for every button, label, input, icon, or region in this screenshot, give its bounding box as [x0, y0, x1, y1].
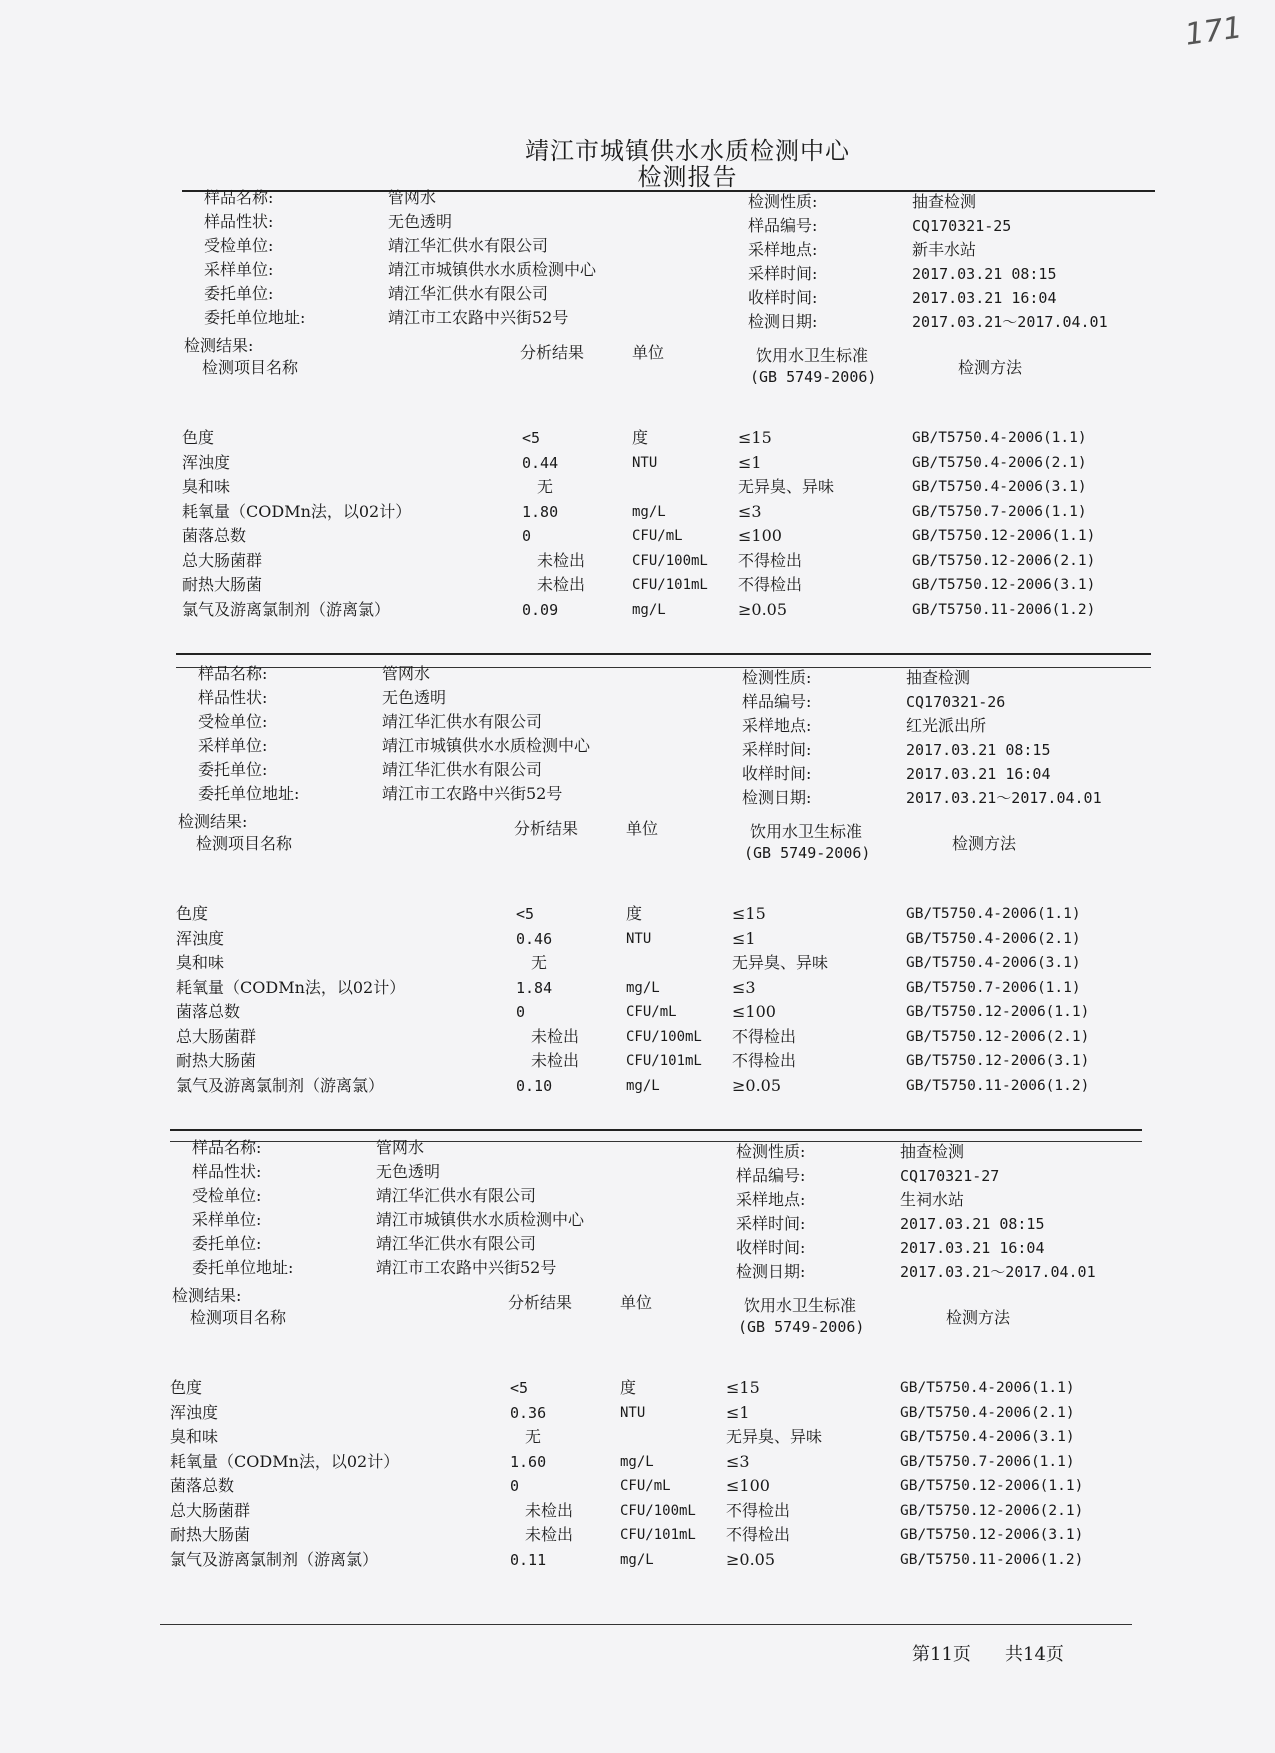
sample-block: [182, 188, 1162, 648]
sample-block: [170, 1138, 1150, 1598]
item-unit: NTU: [632, 454, 658, 471]
results-label: 检测结果:: [172, 1286, 242, 1305]
table-row: [170, 1548, 1150, 1572]
sample-appearance-value: 无色透明: [388, 212, 453, 231]
sampling-time-label: 采样时间:: [736, 1214, 806, 1233]
item-name: 菌落总数: [182, 526, 247, 545]
sampling-unit-label: 采样单位:: [192, 1210, 262, 1229]
table-row: [182, 426, 1162, 450]
item-result: 0: [516, 1003, 526, 1021]
entrusting-address-label: 委托单位地址:: [204, 308, 306, 327]
entrusting-unit-label: 委托单位:: [198, 760, 268, 779]
item-result: <5: [510, 1379, 529, 1397]
bottom-rule: [160, 1624, 1132, 1625]
sampling-unit-value: 靖江市城镇供水水质检测中心: [382, 736, 591, 755]
item-result: 0.10: [516, 1076, 553, 1095]
test-date-value: 2017.03.21～2017.04.01: [906, 789, 1102, 807]
item-unit: mg/L: [620, 1551, 654, 1568]
entrusting-unit-value: 靖江华汇供水有限公司: [388, 284, 549, 303]
item-method: GB/T5750.11-2006(1.2): [912, 601, 1096, 618]
page-number: 第11页: [912, 1644, 971, 1665]
item-standard: ≤3: [726, 1451, 750, 1471]
item-name: 总大肠菌群: [176, 1026, 257, 1046]
item-method: GB/T5750.12-2006(2.1): [900, 1502, 1084, 1519]
table-row: [176, 976, 1156, 1000]
item-name: 浑浊度: [182, 452, 231, 472]
table-row: [182, 500, 1162, 524]
item-method: GB/T5750.12-2006(1.1): [900, 1478, 1084, 1494]
item-unit: mg/L: [632, 503, 666, 520]
item-name: 浑浊度: [170, 1402, 219, 1422]
table-row: [170, 1474, 1150, 1498]
sampling-unit-value: 靖江市城镇供水水质检测中心: [376, 1210, 585, 1229]
item-result: 1.60: [510, 1452, 547, 1471]
header-item: 检测项目名称: [196, 834, 293, 853]
item-name: 氯气及游离氯制剂（游离氯）: [170, 1549, 379, 1569]
item-method: GB/T5750.4-2006(3.1): [906, 955, 1081, 971]
item-name: 菌落总数: [176, 1002, 241, 1021]
table-row: [182, 598, 1162, 622]
header-standard: 饮用水卫生标准: [744, 1296, 857, 1315]
sampling-site-value: 新丰水站: [912, 240, 977, 259]
sample-name-label: 样品名称:: [198, 664, 268, 683]
item-method: GB/T5750.12-2006(1.1): [912, 528, 1096, 544]
sample-number-label: 样品编号:: [742, 692, 812, 711]
receiving-time-value: 2017.03.21 16:04: [912, 289, 1057, 307]
sample-block: [176, 664, 1156, 1124]
item-unit: mg/L: [620, 1453, 654, 1470]
table-row: [182, 573, 1162, 597]
item-standard: 不得检出: [726, 1525, 791, 1544]
item-name: 臭和味: [182, 477, 231, 496]
item-name: 色度: [170, 1378, 203, 1397]
item-standard: ≤3: [738, 501, 762, 521]
header-result: 分析结果: [514, 819, 579, 838]
entrusting-address-value: 靖江市工农路中兴街52号: [388, 308, 569, 327]
item-standard: 不得检出: [726, 1500, 791, 1520]
table-row: [182, 475, 1162, 499]
sampling-time-label: 采样时间:: [742, 740, 812, 759]
table-row: [170, 1450, 1150, 1474]
item-unit: NTU: [626, 930, 652, 947]
header-unit: 单位: [626, 819, 659, 838]
sampling-site-value: 生祠水站: [900, 1190, 965, 1209]
sample-number-label: 样品编号:: [736, 1166, 806, 1185]
item-result: 0: [510, 1477, 520, 1495]
item-standard: ≤1: [732, 928, 756, 948]
table-row: [176, 927, 1156, 951]
item-result: 无: [531, 953, 548, 972]
item-unit: CFU/mL: [620, 1478, 671, 1494]
sample-name-value: 管网水: [376, 1138, 425, 1157]
item-standard: ≥0.05: [738, 599, 788, 619]
entrusting-address-value: 靖江市工农路中兴街52号: [382, 784, 563, 803]
header-item: 检测项目名称: [202, 358, 299, 377]
item-standard: 不得检出: [738, 550, 803, 570]
item-method: GB/T5750.4-2006(1.1): [906, 906, 1081, 922]
item-name: 色度: [176, 904, 209, 923]
table-row: [170, 1376, 1150, 1400]
sample-appearance-value: 无色透明: [382, 688, 447, 707]
sampling-unit-value: 靖江市城镇供水水质检测中心: [388, 260, 597, 279]
sampling-site-label: 采样地点:: [748, 240, 818, 259]
table-row: [176, 1000, 1156, 1024]
entrusting-unit-label: 委托单位:: [204, 284, 274, 303]
item-method: GB/T5750.12-2006(3.1): [900, 1527, 1084, 1543]
entrusting-unit-label: 委托单位:: [192, 1234, 262, 1253]
header-unit: 单位: [632, 343, 665, 362]
table-row: [176, 1049, 1156, 1073]
entrusting-unit-value: 靖江华汇供水有限公司: [376, 1234, 537, 1253]
item-name: 耗氧量（CODMn法，以02计）: [176, 977, 406, 997]
table-row: [176, 902, 1156, 926]
report-org-title: 靖江市城镇供水水质检测中心: [525, 137, 850, 165]
item-result: 0: [522, 527, 532, 545]
entrusting-address-label: 委托单位地址:: [192, 1258, 294, 1277]
sample-name-label: 样品名称:: [192, 1138, 262, 1157]
header-standard-code: (GB 5749-2006): [738, 1318, 865, 1336]
inspected-unit-label: 受检单位:: [204, 236, 274, 255]
sample-appearance-label: 样品性状:: [192, 1162, 262, 1181]
item-name: 菌落总数: [170, 1476, 235, 1495]
item-result: 未检出: [525, 1525, 574, 1544]
table-row: [170, 1523, 1150, 1547]
item-standard: ≤100: [738, 526, 782, 545]
header-method: 检测方法: [952, 834, 1017, 853]
test-date-label: 检测日期:: [736, 1262, 806, 1281]
item-result: 0.46: [516, 929, 553, 948]
total-pages: 共14页: [1005, 1644, 1064, 1665]
sample-appearance-value: 无色透明: [376, 1162, 441, 1181]
table-row: [182, 549, 1162, 573]
item-unit: CFU/101mL: [620, 1527, 696, 1543]
item-method: GB/T5750.4-2006(3.1): [900, 1429, 1075, 1445]
item-result: 未检出: [531, 1026, 580, 1046]
item-method: GB/T5750.7-2006(1.1): [906, 979, 1081, 996]
header-result: 分析结果: [520, 343, 585, 362]
item-standard: 无异臭、异味: [726, 1427, 823, 1446]
item-method: GB/T5750.4-2006(1.1): [912, 430, 1087, 446]
header-method: 检测方法: [958, 358, 1023, 377]
item-name: 耐热大肠菌: [170, 1525, 251, 1544]
sample-name-value: 管网水: [382, 664, 431, 683]
item-result: 无: [537, 477, 554, 496]
item-unit: 度: [620, 1378, 637, 1397]
item-unit: 度: [632, 428, 649, 447]
test-nature-value: 抽查检测: [906, 668, 971, 687]
item-method: GB/T5750.11-2006(1.2): [906, 1077, 1090, 1094]
inspected-unit-value: 靖江华汇供水有限公司: [382, 712, 543, 731]
sampling-time-label: 采样时间:: [748, 264, 818, 283]
sampling-site-value: 红光派出所: [906, 716, 987, 735]
header-method: 检测方法: [946, 1308, 1011, 1327]
receiving-time-label: 收样时间:: [736, 1238, 806, 1257]
item-standard: ≤15: [726, 1378, 760, 1397]
receiving-time-value: 2017.03.21 16:04: [900, 1239, 1045, 1257]
sample-appearance-label: 样品性状:: [204, 212, 274, 231]
test-nature-label: 检测性质:: [736, 1142, 806, 1161]
item-unit: CFU/100mL: [620, 1502, 696, 1519]
divider-rule-1: [176, 653, 1151, 655]
header-standard: 饮用水卫生标准: [756, 346, 869, 365]
item-method: GB/T5750.12-2006(2.1): [912, 552, 1096, 569]
item-method: GB/T5750.12-2006(1.1): [906, 1004, 1090, 1020]
inspected-unit-value: 靖江华汇供水有限公司: [376, 1186, 537, 1205]
item-result: <5: [516, 905, 535, 923]
sample-number-value: CQ170321-26: [906, 693, 1006, 711]
item-result: 0.44: [522, 453, 559, 472]
test-nature-label: 检测性质:: [748, 192, 818, 211]
item-result: 无: [525, 1427, 542, 1446]
item-unit: CFU/101mL: [626, 1053, 702, 1069]
header-item: 检测项目名称: [190, 1308, 287, 1327]
test-nature-value: 抽查检测: [900, 1142, 965, 1161]
header-standard-code: (GB 5749-2006): [750, 368, 877, 386]
item-name: 耐热大肠菌: [182, 575, 263, 594]
item-name: 色度: [182, 428, 215, 447]
item-name: 耗氧量（CODMn法，以02计）: [182, 501, 412, 521]
item-standard: ≤1: [738, 452, 762, 472]
item-result: 未检出: [525, 1500, 574, 1520]
table-row: [176, 951, 1156, 975]
item-standard: ≥0.05: [726, 1549, 776, 1569]
header-standard: 饮用水卫生标准: [750, 822, 863, 841]
sample-number-value: CQ170321-27: [900, 1167, 1000, 1185]
sampling-site-label: 采样地点:: [736, 1190, 806, 1209]
results-label: 检测结果:: [178, 812, 248, 831]
header-unit: 单位: [620, 1293, 653, 1312]
item-result: 1.80: [522, 502, 559, 521]
item-name: 浑浊度: [176, 928, 225, 948]
sampling-unit-label: 采样单位:: [198, 736, 268, 755]
item-standard: 无异臭、异味: [738, 477, 835, 496]
item-result: 未检出: [537, 575, 586, 594]
sample-name-value: 管网水: [388, 188, 437, 207]
item-method: GB/T5750.12-2006(3.1): [912, 577, 1096, 593]
item-method: GB/T5750.4-2006(2.1): [900, 1404, 1075, 1421]
item-result: 0.36: [510, 1403, 547, 1422]
item-method: GB/T5750.4-2006(2.1): [906, 930, 1081, 947]
item-standard: 无异臭、异味: [732, 953, 829, 972]
handwritten-page-mark: 171: [1182, 10, 1245, 53]
item-unit: 度: [626, 904, 643, 923]
test-nature-label: 检测性质:: [742, 668, 812, 687]
item-name: 耐热大肠菌: [176, 1051, 257, 1070]
item-unit: CFU/mL: [626, 1004, 677, 1020]
item-standard: ≤100: [732, 1002, 776, 1021]
test-nature-value: 抽查检测: [912, 192, 977, 211]
item-method: GB/T5750.11-2006(1.2): [900, 1551, 1084, 1568]
test-date-value: 2017.03.21～2017.04.01: [912, 313, 1108, 331]
item-method: GB/T5750.7-2006(1.1): [912, 503, 1087, 520]
item-name: 总大肠菌群: [170, 1500, 251, 1520]
item-standard: ≤3: [732, 977, 756, 997]
item-method: GB/T5750.4-2006(3.1): [912, 479, 1087, 495]
sample-number-value: CQ170321-25: [912, 217, 1012, 235]
item-method: GB/T5750.4-2006(1.1): [900, 1380, 1075, 1396]
item-result: 0.09: [522, 600, 559, 619]
item-name: 臭和味: [170, 1427, 219, 1446]
table-row: [182, 451, 1162, 475]
header-result: 分析结果: [508, 1293, 573, 1312]
item-method: GB/T5750.12-2006(3.1): [906, 1053, 1090, 1069]
item-name: 臭和味: [176, 953, 225, 972]
receiving-time-label: 收样时间:: [748, 288, 818, 307]
item-name: 总大肠菌群: [182, 550, 263, 570]
receiving-time-label: 收样时间:: [742, 764, 812, 783]
item-name: 氯气及游离氯制剂（游离氯）: [182, 599, 391, 619]
entrusting-unit-value: 靖江华汇供水有限公司: [382, 760, 543, 779]
item-method: GB/T5750.12-2006(2.1): [906, 1028, 1090, 1045]
report-title: 检测报告: [637, 163, 738, 191]
sample-appearance-label: 样品性状:: [198, 688, 268, 707]
item-name: 氯气及游离氯制剂（游离氯）: [176, 1075, 385, 1095]
results-label: 检测结果:: [184, 336, 254, 355]
test-date-value: 2017.03.21～2017.04.01: [900, 1263, 1096, 1281]
test-date-label: 检测日期:: [742, 788, 812, 807]
item-method: GB/T5750.7-2006(1.1): [900, 1453, 1075, 1470]
item-result: 0.11: [510, 1550, 547, 1569]
table-row: [176, 1025, 1156, 1049]
item-standard: ≤15: [732, 904, 766, 923]
item-unit: CFU/100mL: [632, 552, 708, 569]
entrusting-address-value: 靖江市工农路中兴街52号: [376, 1258, 557, 1277]
inspected-unit-label: 受检单位:: [192, 1186, 262, 1205]
sample-number-label: 样品编号:: [748, 216, 818, 235]
inspected-unit-label: 受检单位:: [198, 712, 268, 731]
sampling-unit-label: 采样单位:: [204, 260, 274, 279]
table-row: [170, 1499, 1150, 1523]
item-standard: 不得检出: [738, 575, 803, 594]
receiving-time-value: 2017.03.21 16:04: [906, 765, 1051, 783]
item-unit: CFU/mL: [632, 528, 683, 544]
item-unit: mg/L: [626, 979, 660, 996]
item-unit: CFU/100mL: [626, 1028, 702, 1045]
inspected-unit-value: 靖江华汇供水有限公司: [388, 236, 549, 255]
item-standard: ≤100: [726, 1476, 770, 1495]
item-result: <5: [522, 429, 541, 447]
sampling-time-value: 2017.03.21 08:15: [900, 1215, 1045, 1233]
item-unit: NTU: [620, 1404, 646, 1421]
item-result: 未检出: [531, 1051, 580, 1070]
test-date-label: 检测日期:: [748, 312, 818, 331]
item-unit: mg/L: [632, 601, 666, 618]
entrusting-address-label: 委托单位地址:: [198, 784, 300, 803]
item-result: 1.84: [516, 978, 553, 997]
item-unit: mg/L: [626, 1077, 660, 1094]
item-method: GB/T5750.4-2006(2.1): [912, 454, 1087, 471]
item-unit: CFU/101mL: [632, 577, 708, 593]
item-standard: 不得检出: [732, 1051, 797, 1070]
table-row: [170, 1401, 1150, 1425]
table-row: [176, 1074, 1156, 1098]
item-name: 耗氧量（CODMn法，以02计）: [170, 1451, 400, 1471]
table-row: [182, 524, 1162, 548]
item-result: 未检出: [537, 550, 586, 570]
sampling-site-label: 采样地点:: [742, 716, 812, 735]
sampling-time-value: 2017.03.21 08:15: [912, 265, 1057, 283]
item-standard: ≥0.05: [732, 1075, 782, 1095]
divider-rule-2: [170, 1129, 1142, 1131]
header-standard-code: (GB 5749-2006): [744, 844, 871, 862]
item-standard: 不得检出: [732, 1026, 797, 1046]
table-row: [170, 1425, 1150, 1449]
sample-name-label: 样品名称:: [204, 188, 274, 207]
sampling-time-value: 2017.03.21 08:15: [906, 741, 1051, 759]
item-standard: ≤15: [738, 428, 772, 447]
item-standard: ≤1: [726, 1402, 750, 1422]
